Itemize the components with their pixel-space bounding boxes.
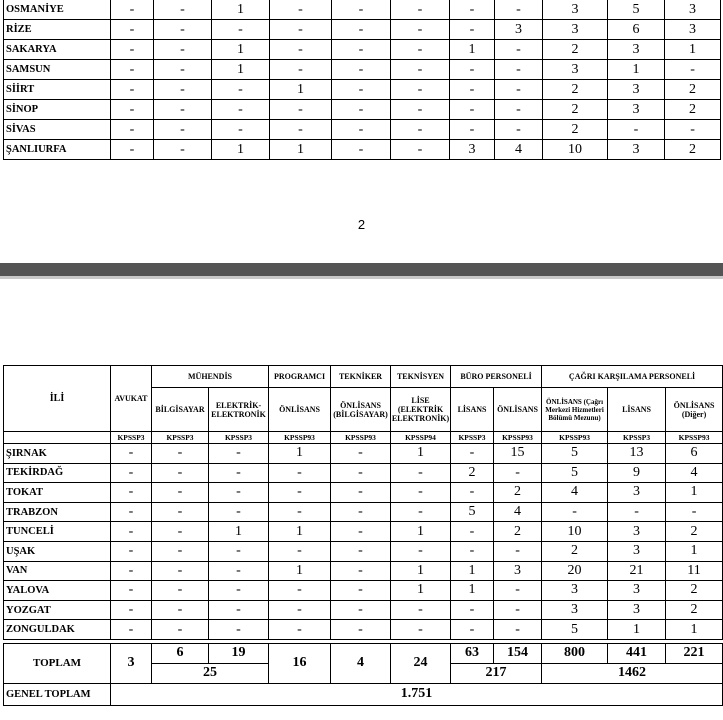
table-cell: -	[495, 40, 543, 60]
table-cell: 9	[608, 463, 666, 483]
sub-header: ÖNLİSANS	[269, 388, 331, 432]
table-cell: -	[450, 80, 495, 100]
province-name: RİZE	[4, 20, 111, 40]
table-cell: -	[111, 581, 152, 601]
table-cell: -	[451, 522, 494, 542]
table-cell: -	[450, 0, 495, 20]
table-cell: -	[270, 20, 332, 40]
total-label: TOPLAM	[4, 643, 111, 683]
table-cell: -	[209, 444, 269, 464]
table-cell: -	[111, 80, 154, 100]
total-buro-sum: 217	[451, 663, 542, 683]
table-cell: -	[391, 100, 450, 120]
table-cell: 1	[391, 581, 451, 601]
total-cagri-sum: 1462	[542, 663, 723, 683]
table-cell: -	[450, 100, 495, 120]
table-cell: 1	[391, 561, 451, 581]
main-table	[3, 365, 723, 706]
table-cell: -	[269, 620, 331, 640]
table-cell: -	[154, 0, 212, 20]
table-row	[4, 541, 723, 561]
table-cell: 4	[494, 502, 542, 522]
table-cell: -	[494, 541, 542, 561]
table-cell: 4	[542, 483, 608, 503]
table-cell: -	[332, 100, 391, 120]
code-cell: KPSSP93	[269, 432, 331, 444]
table-cell: 5	[542, 444, 608, 464]
table-cell: -	[331, 561, 391, 581]
total-programci: 16	[269, 643, 331, 683]
table-cell: 2	[451, 463, 494, 483]
table-cell: 1	[269, 444, 331, 464]
table-cell: 3	[608, 522, 666, 542]
table-cell: 2	[543, 80, 608, 100]
table-cell: -	[209, 541, 269, 561]
table-cell: 2	[543, 120, 608, 140]
table-cell: 3	[543, 0, 608, 20]
table-cell: -	[269, 502, 331, 522]
table-cell: 1	[450, 40, 495, 60]
table-cell: 1	[269, 522, 331, 542]
table-cell: 1	[451, 561, 494, 581]
table-cell: -	[154, 120, 212, 140]
table-cell: 2	[666, 522, 723, 542]
table-cell: -	[331, 463, 391, 483]
table-cell: 3	[542, 600, 608, 620]
province-name: SİVAS	[4, 120, 111, 140]
table-cell: -	[152, 561, 209, 581]
table-cell: -	[332, 120, 391, 140]
totals-section	[4, 639, 723, 705]
table-cell: -	[331, 581, 391, 601]
table-cell: -	[332, 0, 391, 20]
province-name: VAN	[4, 561, 111, 581]
table-cell: -	[154, 40, 212, 60]
table-cell: -	[494, 463, 542, 483]
table-cell: -	[111, 483, 152, 503]
table-cell: 5	[542, 463, 608, 483]
table-cell: -	[152, 581, 209, 601]
table-cell: 3	[450, 140, 495, 160]
table-cell: 1	[212, 60, 270, 80]
table-cell: -	[270, 100, 332, 120]
table-cell: -	[111, 561, 152, 581]
table-row	[4, 40, 721, 60]
table-cell: -	[270, 120, 332, 140]
top-table-body	[4, 0, 721, 160]
table-cell: -	[391, 0, 450, 20]
province-name: OSMANİYE	[4, 0, 111, 20]
sub-header: LİSE (ELEKTRİK ELEKTRONİK)	[391, 388, 451, 432]
table-row	[4, 463, 723, 483]
table-cell: 3	[608, 80, 665, 100]
table-cell: 2	[666, 600, 723, 620]
header-programci: PROGRAMCI	[269, 366, 331, 388]
table-cell: -	[451, 620, 494, 640]
table-cell: -	[154, 60, 212, 80]
table-cell: 5	[608, 0, 665, 20]
table-cell: 1	[666, 541, 723, 561]
table-cell: -	[495, 0, 543, 20]
table-cell: -	[154, 80, 212, 100]
sub-header: LİSANS	[608, 388, 666, 432]
code-cell: KPSSP94	[391, 432, 451, 444]
table-cell: 3	[608, 600, 666, 620]
province-name: YOZGAT	[4, 600, 111, 620]
table-cell: -	[331, 444, 391, 464]
table-cell: -	[495, 120, 543, 140]
total-teknisyen: 24	[391, 643, 451, 683]
table-row	[4, 581, 723, 601]
top-table	[3, 0, 721, 160]
province-name: TEKİRDAĞ	[4, 463, 111, 483]
table-cell: -	[332, 140, 391, 160]
genel-toplam-label: GENEL TOPLAM	[4, 683, 111, 705]
province-name: TUNCELİ	[4, 522, 111, 542]
code-cell: KPSSP3	[451, 432, 494, 444]
table-cell: -	[209, 581, 269, 601]
table-cell: -	[391, 40, 450, 60]
table-cell: 2	[665, 100, 721, 120]
table-cell: -	[152, 541, 209, 561]
table-cell: 20	[542, 561, 608, 581]
header-ili: İLİ	[4, 366, 111, 432]
province-name: ŞIRNAK	[4, 444, 111, 464]
table-row	[4, 140, 721, 160]
table-cell: -	[212, 100, 270, 120]
table-cell: -	[451, 444, 494, 464]
table-cell: -	[152, 600, 209, 620]
table-cell: -	[495, 100, 543, 120]
table-cell: -	[391, 20, 450, 40]
table-cell: -	[665, 120, 721, 140]
table-cell: -	[269, 600, 331, 620]
table-cell: -	[495, 80, 543, 100]
table-cell: 1	[665, 40, 721, 60]
table-cell: -	[111, 600, 152, 620]
table-cell: -	[111, 20, 154, 40]
table-cell: -	[391, 541, 451, 561]
sub-header: ÖNLİSANS	[494, 388, 542, 432]
table-cell: 1	[451, 581, 494, 601]
table-cell: 3	[494, 561, 542, 581]
code-cell: KPSSP93	[331, 432, 391, 444]
code-cell: KPSSP93	[666, 432, 723, 444]
code-cell: KPSSP93	[542, 432, 608, 444]
table-cell: -	[391, 120, 450, 140]
header-avukat: AVUKAT	[111, 366, 152, 432]
table-cell: -	[331, 541, 391, 561]
table-cell: -	[111, 40, 154, 60]
table-cell: 2	[494, 522, 542, 542]
table-cell: 1	[391, 444, 451, 464]
table-cell: 1	[212, 140, 270, 160]
table-cell: 3	[608, 581, 666, 601]
table-cell: 1	[209, 522, 269, 542]
table-row	[4, 502, 723, 522]
table-cell: 3	[608, 40, 665, 60]
table-cell: -	[111, 120, 154, 140]
code-cell: KPSSP3	[209, 432, 269, 444]
table-cell: -	[391, 483, 451, 503]
table-cell: -	[209, 502, 269, 522]
province-name: SAMSUN	[4, 60, 111, 80]
table-cell: 3	[495, 20, 543, 40]
sub-header: ÖNLİSANS (Çağrı Merkezi Hizmetleri Bölümü Mezunu)	[542, 388, 608, 432]
table-cell: 3	[608, 100, 665, 120]
table-cell: 2	[543, 40, 608, 60]
table-cell: 1	[269, 561, 331, 581]
table-cell: -	[391, 80, 450, 100]
header-cagri: ÇAĞRI KARŞILAMA PERSONELİ	[542, 366, 723, 388]
table-cell: -	[450, 60, 495, 80]
table-cell: -	[608, 120, 665, 140]
table-cell: -	[332, 60, 391, 80]
table-cell: -	[331, 483, 391, 503]
table-cell: 1	[270, 140, 332, 160]
table-cell: -	[152, 522, 209, 542]
table-cell: -	[332, 80, 391, 100]
table-row	[4, 444, 723, 464]
table-cell: -	[331, 522, 391, 542]
total-cagri-lisans: 441	[608, 643, 666, 663]
table-cell: 3	[665, 20, 721, 40]
table-cell: 3	[608, 541, 666, 561]
table-cell: -	[332, 40, 391, 60]
table-cell: -	[494, 620, 542, 640]
code-cell: KPSSP3	[152, 432, 209, 444]
province-name: YALOVA	[4, 581, 111, 601]
table-cell: -	[269, 463, 331, 483]
table-cell: 2	[665, 80, 721, 100]
sub-header: LİSANS	[451, 388, 494, 432]
table-cell: 3	[542, 581, 608, 601]
table-cell: -	[542, 502, 608, 522]
table-row	[4, 561, 723, 581]
table-row	[4, 120, 721, 140]
sub-header: BİLGİSAYAR	[152, 388, 209, 432]
table-row	[4, 600, 723, 620]
table-cell: -	[331, 620, 391, 640]
table-cell: -	[494, 581, 542, 601]
total-tekniker: 4	[331, 643, 391, 683]
table-cell: -	[666, 502, 723, 522]
table-row	[4, 0, 721, 20]
table-row	[4, 522, 723, 542]
total-cagri-onlisans-cm: 800	[542, 643, 608, 663]
header-tekniker: TEKNİKER	[331, 366, 391, 388]
table-cell: 3	[543, 20, 608, 40]
table-cell: 6	[666, 444, 723, 464]
table-cell: -	[209, 561, 269, 581]
table-cell: -	[111, 0, 154, 20]
sub-header: ELEKTRİK-ELEKTRONİK	[209, 388, 269, 432]
table-cell: -	[212, 120, 270, 140]
table-cell: 2	[542, 541, 608, 561]
table-cell: -	[391, 60, 450, 80]
province-name: SAKARYA	[4, 40, 111, 60]
table-cell: 13	[608, 444, 666, 464]
province-name: TRABZON	[4, 502, 111, 522]
table-cell: 3	[665, 0, 721, 20]
total-muh-elektrik: 19	[209, 643, 269, 663]
table-cell: -	[152, 502, 209, 522]
table-cell: -	[391, 463, 451, 483]
sub-header: ÖNLİSANS (BİLGİSAYAR)	[331, 388, 391, 432]
table-cell: -	[269, 581, 331, 601]
table-cell: -	[608, 502, 666, 522]
table-cell: 21	[608, 561, 666, 581]
table-cell: 5	[542, 620, 608, 640]
total-buro-lisans: 63	[451, 643, 494, 663]
table-cell: 2	[543, 100, 608, 120]
table-cell: -	[152, 483, 209, 503]
table-cell: -	[212, 20, 270, 40]
table-cell: 1	[270, 80, 332, 100]
table-cell: 1	[666, 620, 723, 640]
table-cell: -	[209, 620, 269, 640]
table-cell: 4	[495, 140, 543, 160]
table-cell: -	[391, 600, 451, 620]
table-cell: -	[111, 463, 152, 483]
table-cell: -	[209, 483, 269, 503]
table-cell: -	[111, 140, 154, 160]
main-table-body	[4, 444, 723, 640]
table-cell: 15	[494, 444, 542, 464]
province-name: UŞAK	[4, 541, 111, 561]
total-cagri-onlisans-diger: 221	[666, 643, 723, 663]
table-cell: -	[451, 541, 494, 561]
table-cell: -	[451, 600, 494, 620]
total-buro-onlisans: 154	[494, 643, 542, 663]
table-cell: 1	[212, 0, 270, 20]
table-cell: 2	[666, 581, 723, 601]
code-cell-empty	[4, 432, 111, 444]
table-cell: -	[391, 502, 451, 522]
table-row	[4, 100, 721, 120]
table-cell: -	[450, 20, 495, 40]
table-cell: 11	[666, 561, 723, 581]
header-muhendis: MÜHENDİS	[152, 366, 269, 388]
table-cell: -	[111, 60, 154, 80]
total-avukat: 3	[111, 643, 152, 683]
page-separator	[0, 263, 723, 276]
table-cell: -	[154, 100, 212, 120]
table-cell: -	[152, 620, 209, 640]
table-cell: 1	[608, 60, 665, 80]
table-cell: -	[332, 20, 391, 40]
table-cell: 1	[212, 40, 270, 60]
table-cell: -	[331, 502, 391, 522]
table-cell: -	[154, 20, 212, 40]
table-cell: 2	[665, 140, 721, 160]
table-cell: 10	[543, 140, 608, 160]
table-cell: -	[111, 541, 152, 561]
table-cell: 5	[451, 502, 494, 522]
table-cell: -	[111, 620, 152, 640]
total-muh-bilgisayar: 6	[152, 643, 209, 663]
province-name: ŞANLIURFA	[4, 140, 111, 160]
table-cell: 4	[666, 463, 723, 483]
table-cell: -	[331, 600, 391, 620]
table-cell: -	[495, 60, 543, 80]
table-cell: 1	[608, 620, 666, 640]
table-cell: -	[494, 600, 542, 620]
table-row	[4, 80, 721, 100]
table-cell: -	[391, 620, 451, 640]
table-row	[4, 20, 721, 40]
table-cell: -	[270, 0, 332, 20]
code-cell: KPSSP3	[111, 432, 152, 444]
table-row	[4, 620, 723, 640]
table-cell: -	[391, 140, 450, 160]
table-cell: 1	[391, 522, 451, 542]
table-cell: 10	[542, 522, 608, 542]
table-cell: 3	[608, 140, 665, 160]
table-cell: -	[152, 463, 209, 483]
table-cell: -	[665, 60, 721, 80]
table-cell: -	[270, 40, 332, 60]
table-cell: -	[450, 120, 495, 140]
table-cell: -	[451, 483, 494, 503]
table-cell: 1	[666, 483, 723, 503]
table-cell: -	[209, 600, 269, 620]
table-row	[4, 483, 723, 503]
total-muh-sum: 25	[152, 663, 269, 683]
table-cell: 2	[494, 483, 542, 503]
province-name: SİİRT	[4, 80, 111, 100]
table-cell: -	[152, 444, 209, 464]
table-row	[4, 60, 721, 80]
table-cell: -	[212, 80, 270, 100]
table-cell: -	[269, 541, 331, 561]
table-cell: -	[111, 502, 152, 522]
table-cell: -	[111, 100, 154, 120]
table-cell: -	[111, 522, 152, 542]
table-cell: -	[154, 140, 212, 160]
sub-header: ÖNLİSANS (Diğer)	[666, 388, 723, 432]
table-cell: -	[209, 463, 269, 483]
province-name: ZONGULDAK	[4, 620, 111, 640]
header-buro: BÜRO PERSONELİ	[451, 366, 542, 388]
table-cell: -	[111, 444, 152, 464]
province-name: TOKAT	[4, 483, 111, 503]
page-number: 2	[357, 217, 366, 232]
table-cell: 3	[608, 483, 666, 503]
code-cell: KPSSP3	[608, 432, 666, 444]
code-cell: KPSSP93	[494, 432, 542, 444]
table-cell: -	[269, 483, 331, 503]
table-cell: 3	[543, 60, 608, 80]
header-teknisyen: TEKNİSYEN	[391, 366, 451, 388]
page-separator-shadow	[0, 276, 723, 279]
table-cell: -	[270, 60, 332, 80]
province-name: SİNOP	[4, 100, 111, 120]
genel-toplam-value: 1.751	[111, 683, 723, 705]
table-cell: 6	[608, 20, 665, 40]
